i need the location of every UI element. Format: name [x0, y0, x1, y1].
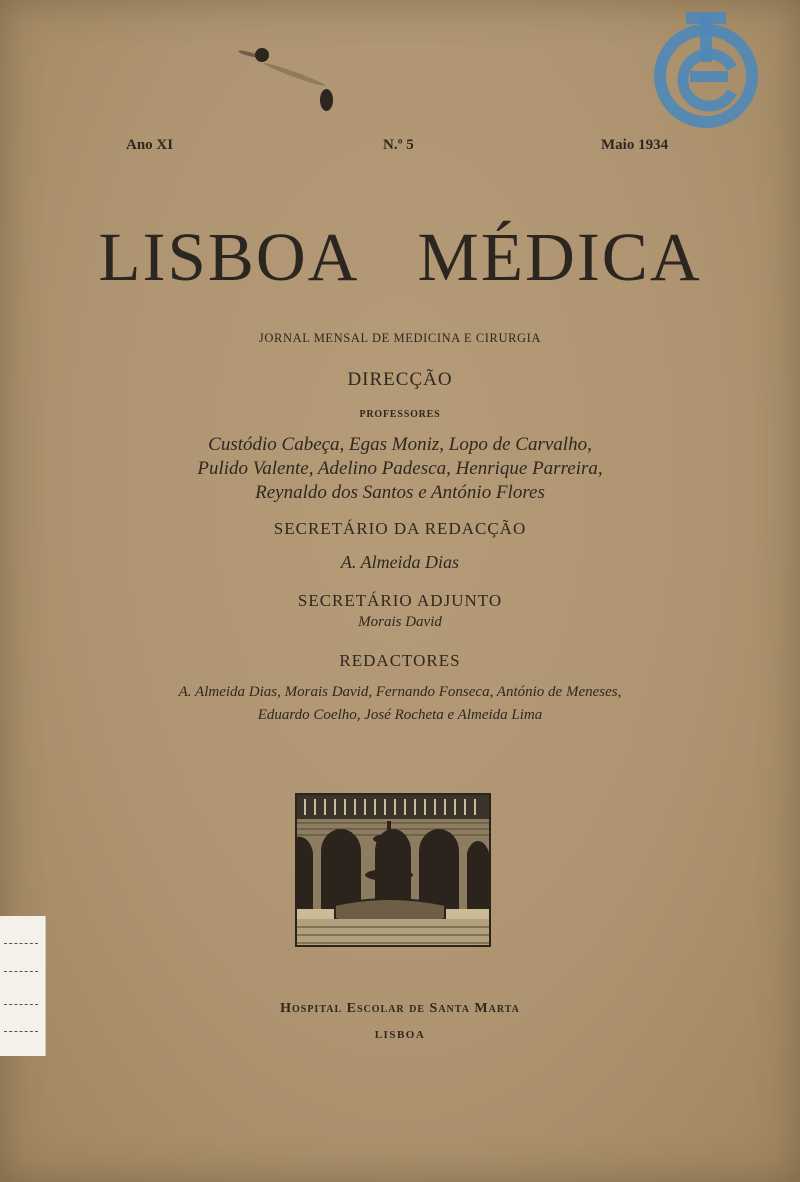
- direction-names-line-1: Custódio Cabeça, Egas Moniz, Lopo de Carvalho,: [208, 434, 592, 455]
- editors-names: [0, 681, 800, 727]
- journal-subtitle: JORNAL MENSAL DE MEDICINA E CIRURGIA: [258, 331, 542, 345]
- direction-heading: DIRECÇÃO: [347, 369, 453, 390]
- title-word-1: LISBOA: [98, 219, 360, 295]
- assistant-secretary-heading: SECRETÁRIO ADJUNTO: [297, 591, 503, 610]
- publisher-city: LISBOA: [374, 1029, 426, 1041]
- direction-names-line-2: Pulido Valente, Adelino Padesca, Henrique Parreira,: [197, 458, 603, 479]
- direction-names-line-3: Reynaldo dos Santos e António Flores: [255, 482, 545, 503]
- secretary-heading: SECRETÁRIO DA REDACÇÃO: [273, 519, 527, 538]
- publisher-name: Hospital Escolar de Santa Marta: [280, 1001, 520, 1016]
- ink-stain: [320, 89, 333, 111]
- volume-label: Ano XI: [126, 137, 174, 153]
- editors-names-line-1: A. Almeida Dias, Morais David, Fernando Fonseca, António de Meneses,: [178, 684, 622, 700]
- secretary-name: A. Almeida Dias: [340, 552, 460, 572]
- issue-number: N.º 5: [383, 137, 414, 153]
- editors-names-line-2: Eduardo Coelho, José Rocheta e Almeida Lima: [257, 707, 543, 723]
- library-catalogue-label: [0, 916, 46, 1056]
- title-word-2: MÉDICA: [417, 219, 702, 295]
- journal-title: [0, 218, 800, 297]
- ink-smudge: [263, 61, 326, 88]
- issue-date: Maio 1934: [601, 137, 669, 153]
- library-stamp-icon: [650, 10, 762, 132]
- professors-label: PROFESSORES: [359, 409, 441, 420]
- assistant-secretary-name: Morais David: [358, 614, 442, 630]
- cloister-fountain-illustration: [295, 793, 491, 947]
- direction-names: [0, 433, 800, 505]
- editors-heading: REDACTORES: [339, 651, 461, 670]
